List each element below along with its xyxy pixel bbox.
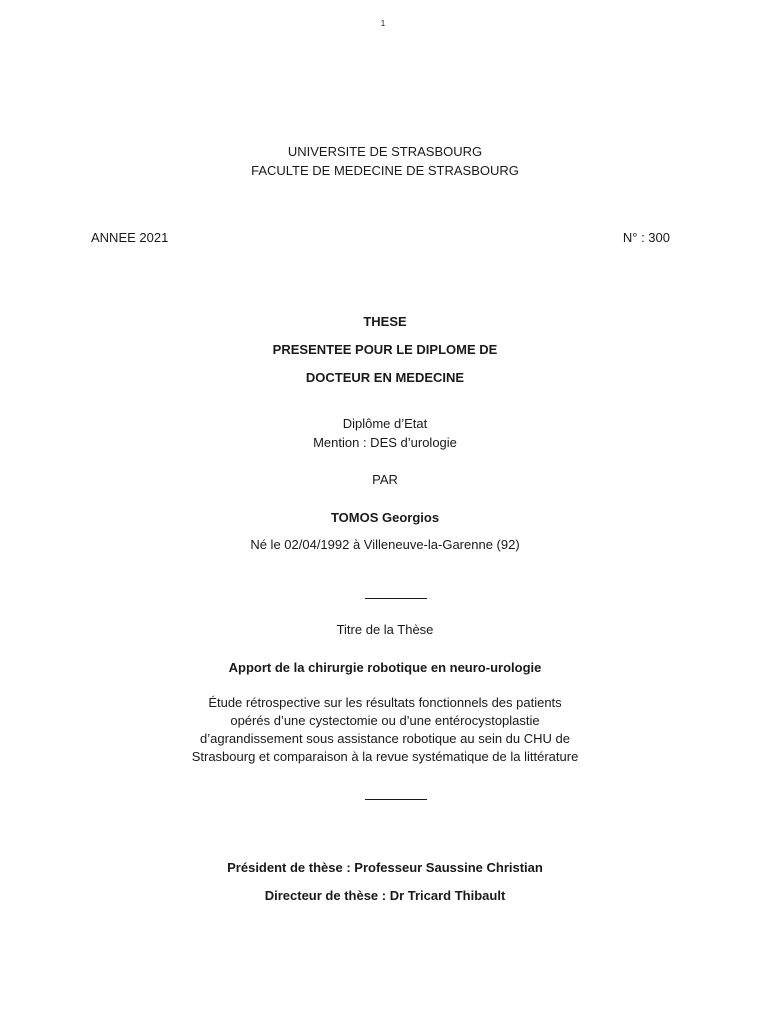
- thesis-year: ANNEE 2021: [91, 230, 169, 245]
- thesis-subtitle-line: Étude rétrospective sur les résultats fonctionnels des patients: [208, 695, 562, 710]
- diploma-type: Diplôme d’Etat: [342, 416, 428, 431]
- jury-director: Directeur de thèse : Dr Tricard Thibault: [264, 888, 506, 903]
- thesis-subtitle-line: d’agrandissement sous assistance robotique au sein du CHU de: [200, 731, 570, 746]
- by-label: PAR: [372, 472, 398, 487]
- separator-rule-bottom: [365, 799, 427, 800]
- thesis-number: N° : 300: [622, 230, 670, 245]
- thesis-subtitle-line: opérés d’une cystectomie ou d’une entérocystoplastie: [230, 713, 540, 728]
- faculty-name: FACULTE DE MEDECINE DE STRASBOURG: [251, 163, 519, 178]
- page-number: 1: [380, 19, 386, 28]
- author-birth: Né le 02/04/1992 à Villeneuve-la-Garenne (92): [250, 537, 520, 552]
- thesis-subtitle-line: Strasbourg et comparaison à la revue systématique de la littérature: [191, 749, 579, 764]
- jury-president: Président de thèse : Professeur Saussine Christian: [227, 860, 543, 875]
- university-name: UNIVERSITE DE STRASBOURG: [287, 144, 483, 159]
- thesis-heading: THESE: [363, 314, 407, 329]
- title-label: Titre de la Thèse: [336, 622, 434, 637]
- thesis-presented-for: PRESENTEE POUR LE DIPLOME DE: [272, 342, 498, 357]
- separator-rule-top: [365, 598, 427, 599]
- thesis-title: Apport de la chirurgie robotique en neuro-urologie: [228, 660, 542, 675]
- thesis-degree: DOCTEUR EN MEDECINE: [305, 370, 465, 385]
- author-name: TOMOS Georgios: [330, 510, 440, 525]
- diploma-mention: Mention : DES d’urologie: [313, 435, 457, 450]
